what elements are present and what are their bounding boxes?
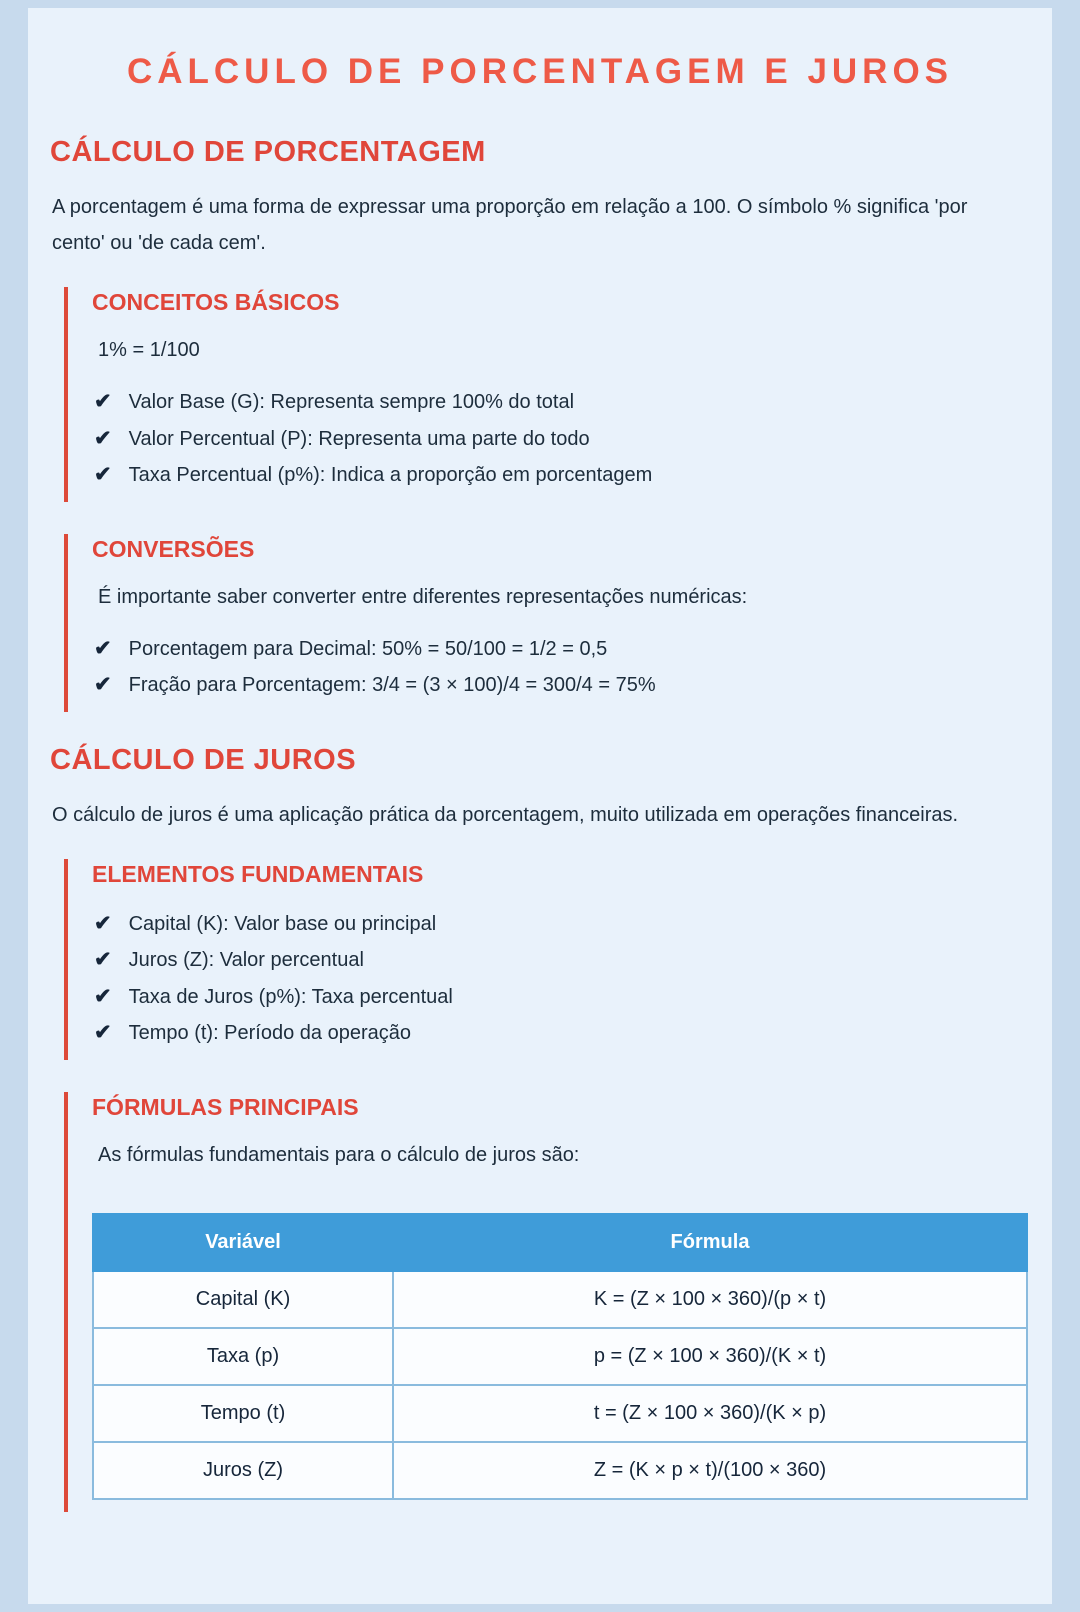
list-item xyxy=(94,631,1030,668)
list-item xyxy=(94,906,1030,943)
subsection-note-formulas: As fórmulas fundamentais para o cálculo de juros são: xyxy=(98,1143,580,1166)
list-item-text: Capital (K): Valor base ou principal xyxy=(128,912,437,935)
table-cell-variable: Tempo (t) xyxy=(93,1385,393,1442)
subsection-heading-conceitos: CONCEITOS BÁSICOS xyxy=(92,289,340,315)
formulas-table xyxy=(92,1213,1028,1500)
formulas-table-wrap xyxy=(92,1213,1030,1500)
list-item-text: Valor Percentual (P): Representa uma parte do todo xyxy=(128,427,590,450)
list-item-text: Juros (Z): Valor percentual xyxy=(128,949,364,972)
column-header-formula: Fórmula xyxy=(393,1214,1027,1271)
list-item xyxy=(94,942,1030,979)
conceitos-list xyxy=(92,384,1030,494)
section-intro-juros: O cálculo de juros é uma aplicação prática da porcentagem, muito utilizada em operações financeiras. xyxy=(52,803,959,826)
list-item-text: Fração para Porcentagem: 3/4 = (3 × 100)/4 = 300/4 = 75% xyxy=(128,674,656,697)
document-page xyxy=(28,8,1052,1604)
list-item-text: Taxa de Juros (p%): Taxa percentual xyxy=(128,985,453,1008)
list-item-text: Valor Base (G): Representa sempre 100% do total xyxy=(128,391,575,413)
check-icon: ✔ xyxy=(94,984,112,1008)
list-item-text: Porcentagem para Decimal: 50% = 50/100 = 1/2 = 0,5 xyxy=(128,637,608,660)
list-item xyxy=(94,421,1030,458)
check-icon: ✔ xyxy=(94,911,112,935)
table-header-row xyxy=(93,1214,1027,1271)
table-cell-formula: p = (Z × 100 × 360)/(K × t) xyxy=(393,1328,1027,1385)
table-cell-variable: Juros (Z) xyxy=(93,1442,393,1499)
table-cell-formula: K = (Z × 100 × 360)/(p × t) xyxy=(393,1271,1027,1328)
subsection-note-conversoes: É importante saber converter entre diferentes representações numéricas: xyxy=(98,585,748,608)
check-icon: ✔ xyxy=(94,948,112,972)
subsection-conversoes xyxy=(64,534,1030,712)
table-cell-variable: Capital (K) xyxy=(93,1271,393,1328)
list-item-text: Taxa Percentual (p%): Indica a proporção em porcentagem xyxy=(128,464,653,487)
check-icon: ✔ xyxy=(94,636,112,660)
list-item xyxy=(94,667,1030,704)
subsection-conceitos-basicos xyxy=(64,287,1030,502)
check-icon: ✔ xyxy=(94,426,112,450)
check-icon: ✔ xyxy=(94,1021,112,1045)
subsection-note-conceitos: 1% = 1/100 xyxy=(98,339,200,361)
section-intro-porcentagem: A porcentagem é uma forma de expressar uma proporção em relação a 100. O símbolo % significa 'por cento' ou 'de cada cem'. xyxy=(52,196,968,254)
conversoes-list xyxy=(92,631,1030,704)
subsection-formulas-principais xyxy=(64,1092,1030,1512)
check-icon: ✔ xyxy=(94,463,112,487)
subsection-heading-conversoes: CONVERSÕES xyxy=(92,535,255,562)
section-juros xyxy=(50,744,1030,1512)
list-item xyxy=(94,384,1030,421)
table-row xyxy=(93,1271,1027,1328)
section-porcentagem xyxy=(50,136,1030,712)
subsection-elementos-fundamentais xyxy=(64,859,1030,1060)
column-header-variavel: Variável xyxy=(93,1214,393,1271)
table-row xyxy=(93,1328,1027,1385)
document-title: CÁLCULO DE PORCENTAGEM E JUROS xyxy=(126,52,954,91)
table-cell-formula: Z = (K × p × t)/(100 × 360) xyxy=(393,1442,1027,1499)
list-item-text: Tempo (t): Período da operação xyxy=(128,1022,411,1045)
section-heading-juros: CÁLCULO DE JUROS xyxy=(50,743,357,776)
section-heading-porcentagem: CÁLCULO DE PORCENTAGEM xyxy=(50,136,486,168)
table-row xyxy=(93,1442,1027,1499)
list-item xyxy=(94,979,1030,1016)
table-cell-variable: Taxa (p) xyxy=(93,1328,393,1385)
list-item xyxy=(94,1015,1030,1052)
check-icon: ✔ xyxy=(94,390,112,413)
subsection-heading-formulas: FÓRMULAS PRINCIPAIS xyxy=(92,1093,359,1120)
table-cell-formula: t = (Z × 100 × 360)/(K × p) xyxy=(393,1385,1027,1442)
subsection-heading-elementos: ELEMENTOS FUNDAMENTAIS xyxy=(92,860,424,887)
check-icon: ✔ xyxy=(94,673,112,697)
elementos-list xyxy=(92,906,1030,1052)
list-item xyxy=(94,457,1030,494)
table-row xyxy=(93,1385,1027,1442)
